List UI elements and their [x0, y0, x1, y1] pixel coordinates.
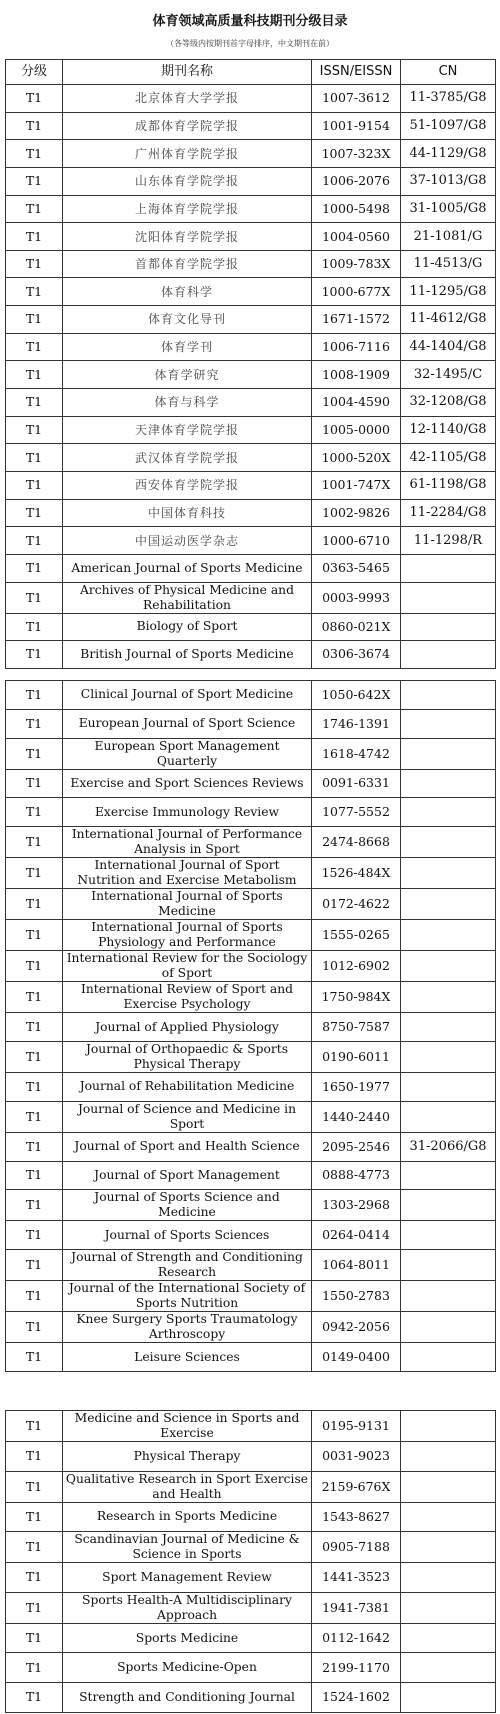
grade-cell: T1 [6, 333, 63, 361]
grade-cell: T1 [6, 889, 63, 920]
issn-cell: 1440-2440 [312, 1101, 401, 1132]
grade-cell: T1 [6, 641, 63, 669]
table-row [6, 306, 496, 334]
journal-name-cell: 首都体育学院学报 [63, 250, 312, 278]
cn-cell [401, 951, 496, 982]
header-issn: ISSN/EISSN [312, 60, 401, 85]
issn-cell: 1524-1602 [312, 1682, 401, 1712]
issn-cell: 1050-642X [312, 681, 401, 710]
journal-table-part-3 [5, 1410, 496, 1713]
issn-cell: 0860-021X [312, 613, 401, 641]
cn-cell: 21-1081/G [401, 223, 496, 251]
journal-name-cell: 天津体育学院学报 [63, 416, 312, 444]
journal-name-cell: International Journal of Sports Medicine [63, 889, 312, 920]
journal-name-cell: 山东体育学院学报 [63, 167, 312, 195]
cn-cell [401, 1072, 496, 1101]
grade-cell: T1 [6, 140, 63, 168]
grade-cell: T1 [6, 278, 63, 306]
issn-cell: 2474-8668 [312, 827, 401, 858]
table-row [6, 798, 496, 827]
grade-cell: T1 [6, 1312, 63, 1343]
journal-name-cell: Journal of Sport and Health Science [63, 1132, 312, 1161]
table-row [6, 1041, 496, 1072]
issn-cell: 1008-1909 [312, 361, 401, 389]
grade-cell: T1 [6, 1161, 63, 1190]
grade-cell: T1 [6, 1563, 63, 1593]
grade-cell: T1 [6, 1343, 63, 1372]
table-row [6, 613, 496, 641]
issn-cell: 1543-8627 [312, 1502, 401, 1532]
cn-cell [401, 1592, 496, 1623]
journal-name-cell: Biology of Sport [63, 613, 312, 641]
table-row [6, 223, 496, 251]
journal-name-cell: Journal of Orthopaedic & Sports Physical Therapy [63, 1041, 312, 1072]
grade-cell: T1 [6, 681, 63, 710]
cn-cell [401, 982, 496, 1013]
issn-cell: 1012-6902 [312, 951, 401, 982]
grade-cell: T1 [6, 1502, 63, 1532]
cn-cell [401, 582, 496, 613]
journal-name-cell: Strength and Conditioning Journal [63, 1682, 312, 1712]
table-row [6, 1101, 496, 1132]
issn-cell: 1006-2076 [312, 167, 401, 195]
header-journal-name: 期刊名称 [63, 60, 312, 85]
cn-cell [401, 1471, 496, 1502]
grade-cell: T1 [6, 85, 63, 113]
table-row [6, 333, 496, 361]
grade-cell: T1 [6, 1592, 63, 1623]
grade-cell: T1 [6, 499, 63, 527]
table-row [6, 1250, 496, 1281]
journal-name-cell: International Review of Sport and Exercise Psychology [63, 982, 312, 1013]
issn-cell: 1001-747X [312, 471, 401, 499]
grade-cell: T1 [6, 1013, 63, 1042]
cn-cell [401, 1250, 496, 1281]
issn-cell: 2095-2546 [312, 1132, 401, 1161]
journal-name-cell: International Journal of Sport Nutrition and Exercise Metabolism [63, 858, 312, 889]
issn-cell: 1550-2783 [312, 1281, 401, 1312]
issn-cell: 1077-5552 [312, 798, 401, 827]
grade-cell: T1 [6, 1250, 63, 1281]
table-row [6, 554, 496, 582]
grade-cell: T1 [6, 920, 63, 951]
journal-name-cell: 体育与科学 [63, 389, 312, 417]
table-row [6, 416, 496, 444]
table-row [6, 1471, 496, 1502]
issn-cell: 1000-5498 [312, 195, 401, 223]
cn-cell [401, 1221, 496, 1250]
issn-cell: 2159-676X [312, 1471, 401, 1502]
page-title: 体育领域高质量科技期刊分级目录 [152, 14, 348, 29]
journal-name-cell: 中国体育科技 [63, 499, 312, 527]
issn-cell: 1001-9154 [312, 112, 401, 140]
issn-cell: 1441-3523 [312, 1563, 401, 1593]
grade-cell: T1 [6, 1442, 63, 1472]
table-row [6, 361, 496, 389]
grade-cell: T1 [6, 1411, 63, 1442]
journal-name-cell: 中国运动医学杂志 [63, 527, 312, 555]
table-row [6, 1442, 496, 1472]
grade-cell: T1 [6, 582, 63, 613]
journal-name-cell: International Review for the Sociology of Sport [63, 951, 312, 982]
table-row [6, 527, 496, 555]
cn-cell: 11-2284/G8 [401, 499, 496, 527]
grade-cell: T1 [6, 769, 63, 798]
cn-cell: 12-1140/G8 [401, 416, 496, 444]
cn-cell [401, 827, 496, 858]
table-row [6, 444, 496, 472]
cn-cell [401, 1411, 496, 1442]
table-row [6, 1161, 496, 1190]
journal-name-cell: Qualitative Research in Sport Exercise and Health [63, 1471, 312, 1502]
cn-cell: 31-1005/G8 [401, 195, 496, 223]
grade-cell: T1 [6, 167, 63, 195]
cn-cell [401, 1442, 496, 1472]
journal-name-cell: 体育学研究 [63, 361, 312, 389]
table-row [6, 858, 496, 889]
grade-cell: T1 [6, 1190, 63, 1221]
issn-cell: 1000-6710 [312, 527, 401, 555]
cn-cell [401, 1653, 496, 1683]
cn-cell: 11-4513/G [401, 250, 496, 278]
journal-name-cell: Journal of Sport Management [63, 1161, 312, 1190]
issn-cell: 0942-2056 [312, 1312, 401, 1343]
grade-cell: T1 [6, 1041, 63, 1072]
cn-cell [401, 1563, 496, 1593]
cn-cell [401, 1101, 496, 1132]
journal-name-cell: Journal of the International Society of Sports Nutrition [63, 1281, 312, 1312]
issn-cell: 1002-9826 [312, 499, 401, 527]
table-row [6, 1653, 496, 1683]
cn-cell [401, 1502, 496, 1532]
journal-name-cell: Archives of Physical Medicine and Rehabilitation [63, 582, 312, 613]
table-row [6, 250, 496, 278]
issn-cell: 0905-7188 [312, 1532, 401, 1563]
journal-name-cell: 西安体育学院学报 [63, 471, 312, 499]
grade-cell: T1 [6, 444, 63, 472]
header-grade: 分级 [6, 60, 63, 85]
issn-cell: 1000-677X [312, 278, 401, 306]
header-cn: CN [401, 60, 496, 85]
table-row [6, 1411, 496, 1442]
grade-cell: T1 [6, 223, 63, 251]
grade-cell: T1 [6, 1221, 63, 1250]
grade-cell: T1 [6, 1623, 63, 1653]
journal-name-cell: European Sport Management Quarterly [63, 738, 312, 769]
cn-cell [401, 858, 496, 889]
cn-cell: 37-1013/G8 [401, 167, 496, 195]
journal-name-cell: Journal of Applied Physiology [63, 1013, 312, 1042]
grade-cell: T1 [6, 416, 63, 444]
journal-name-cell: Physical Therapy [63, 1442, 312, 1472]
journal-name-cell: Journal of Sports Science and Medicine [63, 1190, 312, 1221]
journal-name-cell: Sports Medicine [63, 1623, 312, 1653]
issn-cell: 2199-1170 [312, 1653, 401, 1683]
issn-cell: 1009-783X [312, 250, 401, 278]
issn-cell: 1671-1572 [312, 306, 401, 334]
table-row [6, 889, 496, 920]
table-row [6, 1592, 496, 1623]
grade-cell: T1 [6, 389, 63, 417]
table-row [6, 641, 496, 669]
table-row [6, 1563, 496, 1593]
journal-table-part-2 [5, 680, 496, 1372]
issn-cell: 1555-0265 [312, 920, 401, 951]
table-row [6, 1502, 496, 1532]
grade-cell: T1 [6, 361, 63, 389]
journal-name-cell: Leisure Sciences [63, 1343, 312, 1372]
grade-cell: T1 [6, 858, 63, 889]
cn-cell: 11-3785/G8 [401, 85, 496, 113]
issn-cell: 0190-6011 [312, 1041, 401, 1072]
cn-cell: 32-1208/G8 [401, 389, 496, 417]
cn-cell [401, 769, 496, 798]
issn-cell: 1005-0000 [312, 416, 401, 444]
cn-cell: 32-1495/C [401, 361, 496, 389]
table-row [6, 1190, 496, 1221]
table-row [6, 681, 496, 710]
table-row [6, 85, 496, 113]
journal-name-cell: Medicine and Science in Sports and Exercise [63, 1411, 312, 1442]
issn-cell: 1526-484X [312, 858, 401, 889]
journal-name-cell: 成都体育学院学报 [63, 112, 312, 140]
journal-name-cell: International Journal of Sports Physiology and Performance [63, 920, 312, 951]
table-row [6, 389, 496, 417]
cn-cell [401, 1312, 496, 1343]
grade-cell: T1 [6, 527, 63, 555]
journal-name-cell: Sport Management Review [63, 1563, 312, 1593]
table-row [6, 278, 496, 306]
journal-name-cell: Sports Medicine-Open [63, 1653, 312, 1683]
journal-name-cell: Sports Health-A Multidisciplinary Approach [63, 1592, 312, 1623]
journal-name-cell: 北京体育大学学报 [63, 85, 312, 113]
issn-cell: 0363-5465 [312, 554, 401, 582]
grade-cell: T1 [6, 951, 63, 982]
cn-cell [401, 1281, 496, 1312]
grade-cell: T1 [6, 1072, 63, 1101]
page-subtitle: （各等级内按期刊首字母排序，中文期刊在前） [166, 39, 334, 48]
issn-cell: 1746-1391 [312, 709, 401, 738]
grade-cell: T1 [6, 1281, 63, 1312]
cn-cell [401, 641, 496, 669]
table-row [6, 582, 496, 613]
cn-cell [401, 1190, 496, 1221]
journal-name-cell: International Journal of Performance Analysis in Sport [63, 827, 312, 858]
issn-cell: 1650-1977 [312, 1072, 401, 1101]
grade-cell: T1 [6, 982, 63, 1013]
issn-cell: 0888-4773 [312, 1161, 401, 1190]
grade-cell: T1 [6, 554, 63, 582]
journal-name-cell: Journal of Sports Sciences [63, 1221, 312, 1250]
journal-table-part-1 [5, 59, 496, 669]
cn-cell [401, 889, 496, 920]
table-row [6, 471, 496, 499]
table-row [6, 499, 496, 527]
journal-name-cell: Journal of Rehabilitation Medicine [63, 1072, 312, 1101]
grade-cell: T1 [6, 195, 63, 223]
table-row [6, 1532, 496, 1563]
journal-name-cell: 沈阳体育学院学报 [63, 223, 312, 251]
table-row [6, 738, 496, 769]
cn-cell: 11-1295/G8 [401, 278, 496, 306]
table-row [6, 769, 496, 798]
table-row [6, 982, 496, 1013]
table-row [6, 167, 496, 195]
grade-cell: T1 [6, 798, 63, 827]
cn-cell [401, 1623, 496, 1653]
journal-name-cell: Research in Sports Medicine [63, 1502, 312, 1532]
issn-cell: 1618-4742 [312, 738, 401, 769]
cn-cell: 61-1198/G8 [401, 471, 496, 499]
grade-cell: T1 [6, 1532, 63, 1563]
issn-cell: 1004-4590 [312, 389, 401, 417]
table-row [6, 1312, 496, 1343]
cn-cell [401, 709, 496, 738]
table-row [6, 1013, 496, 1042]
table-row [6, 140, 496, 168]
issn-cell: 1303-2968 [312, 1190, 401, 1221]
table-row [6, 827, 496, 858]
cn-cell [401, 681, 496, 710]
grade-cell: T1 [6, 306, 63, 334]
table-row [6, 195, 496, 223]
cn-cell [401, 554, 496, 582]
issn-cell: 0149-0400 [312, 1343, 401, 1372]
issn-cell: 0031-9023 [312, 1442, 401, 1472]
cn-cell: 44-1404/G8 [401, 333, 496, 361]
issn-cell: 1006-7116 [312, 333, 401, 361]
cn-cell [401, 1041, 496, 1072]
journal-name-cell: Exercise and Sport Sciences Reviews [63, 769, 312, 798]
journal-name-cell: American Journal of Sports Medicine [63, 554, 312, 582]
issn-cell: 8750-7587 [312, 1013, 401, 1042]
issn-cell: 0112-1642 [312, 1623, 401, 1653]
journal-name-cell: 上海体育学院学报 [63, 195, 312, 223]
cn-cell: 42-1105/G8 [401, 444, 496, 472]
grade-cell: T1 [6, 471, 63, 499]
table-row [6, 1682, 496, 1712]
grade-cell: T1 [6, 1132, 63, 1161]
journal-name-cell: British Journal of Sports Medicine [63, 641, 312, 669]
table-row [6, 112, 496, 140]
issn-cell: 0091-6331 [312, 769, 401, 798]
grade-cell: T1 [6, 1101, 63, 1132]
grade-cell: T1 [6, 112, 63, 140]
journal-name-cell: Knee Surgery Sports Traumatology Arthroscopy [63, 1312, 312, 1343]
grade-cell: T1 [6, 250, 63, 278]
cn-cell [401, 1532, 496, 1563]
issn-cell: 1007-3612 [312, 85, 401, 113]
table-row [6, 1281, 496, 1312]
issn-cell: 0003-9993 [312, 582, 401, 613]
grade-cell: T1 [6, 709, 63, 738]
issn-cell: 1007-323X [312, 140, 401, 168]
table-row [6, 1072, 496, 1101]
cn-cell: 31-2066/G8 [401, 1132, 496, 1161]
journal-name-cell: Exercise Immunology Review [63, 798, 312, 827]
cn-cell [401, 1161, 496, 1190]
cn-cell [401, 1343, 496, 1372]
issn-cell: 0306-3674 [312, 641, 401, 669]
cn-cell [401, 798, 496, 827]
table-header-row [6, 60, 496, 85]
grade-cell: T1 [6, 1682, 63, 1712]
issn-cell: 0195-9131 [312, 1411, 401, 1442]
cn-cell: 44-1129/G8 [401, 140, 496, 168]
table-row [6, 1221, 496, 1250]
issn-cell: 1750-984X [312, 982, 401, 1013]
cn-cell [401, 920, 496, 951]
table-row [6, 1623, 496, 1653]
journal-name-cell: European Journal of Sport Science [63, 709, 312, 738]
table-row [6, 709, 496, 738]
cn-cell: 11-1298/R [401, 527, 496, 555]
journal-name-cell: 体育学刊 [63, 333, 312, 361]
grade-cell: T1 [6, 613, 63, 641]
issn-cell: 1000-520X [312, 444, 401, 472]
cn-cell [401, 738, 496, 769]
table-row [6, 1132, 496, 1161]
grade-cell: T1 [6, 738, 63, 769]
table-row [6, 951, 496, 982]
grade-cell: T1 [6, 1471, 63, 1502]
cn-cell: 51-1097/G8 [401, 112, 496, 140]
journal-name-cell: Clinical Journal of Sport Medicine [63, 681, 312, 710]
issn-cell: 1941-7381 [312, 1592, 401, 1623]
journal-name-cell: 体育文化导刊 [63, 306, 312, 334]
issn-cell: 1004-0560 [312, 223, 401, 251]
table-row [6, 920, 496, 951]
journal-name-cell: Scandinavian Journal of Medicine & Science in Sports [63, 1532, 312, 1563]
journal-name-cell: 体育科学 [63, 278, 312, 306]
table-row [6, 1343, 496, 1372]
grade-cell: T1 [6, 1653, 63, 1683]
cn-cell [401, 1013, 496, 1042]
cn-cell: 11-4612/G8 [401, 306, 496, 334]
journal-name-cell: 武汉体育学院学报 [63, 444, 312, 472]
issn-cell: 0172-4622 [312, 889, 401, 920]
journal-name-cell: Journal of Strength and Conditioning Research [63, 1250, 312, 1281]
journal-name-cell: 广州体育学院学报 [63, 140, 312, 168]
cn-cell [401, 1682, 496, 1712]
cn-cell [401, 613, 496, 641]
grade-cell: T1 [6, 827, 63, 858]
journal-name-cell: Journal of Science and Medicine in Sport [63, 1101, 312, 1132]
issn-cell: 0264-0414 [312, 1221, 401, 1250]
issn-cell: 1064-8011 [312, 1250, 401, 1281]
